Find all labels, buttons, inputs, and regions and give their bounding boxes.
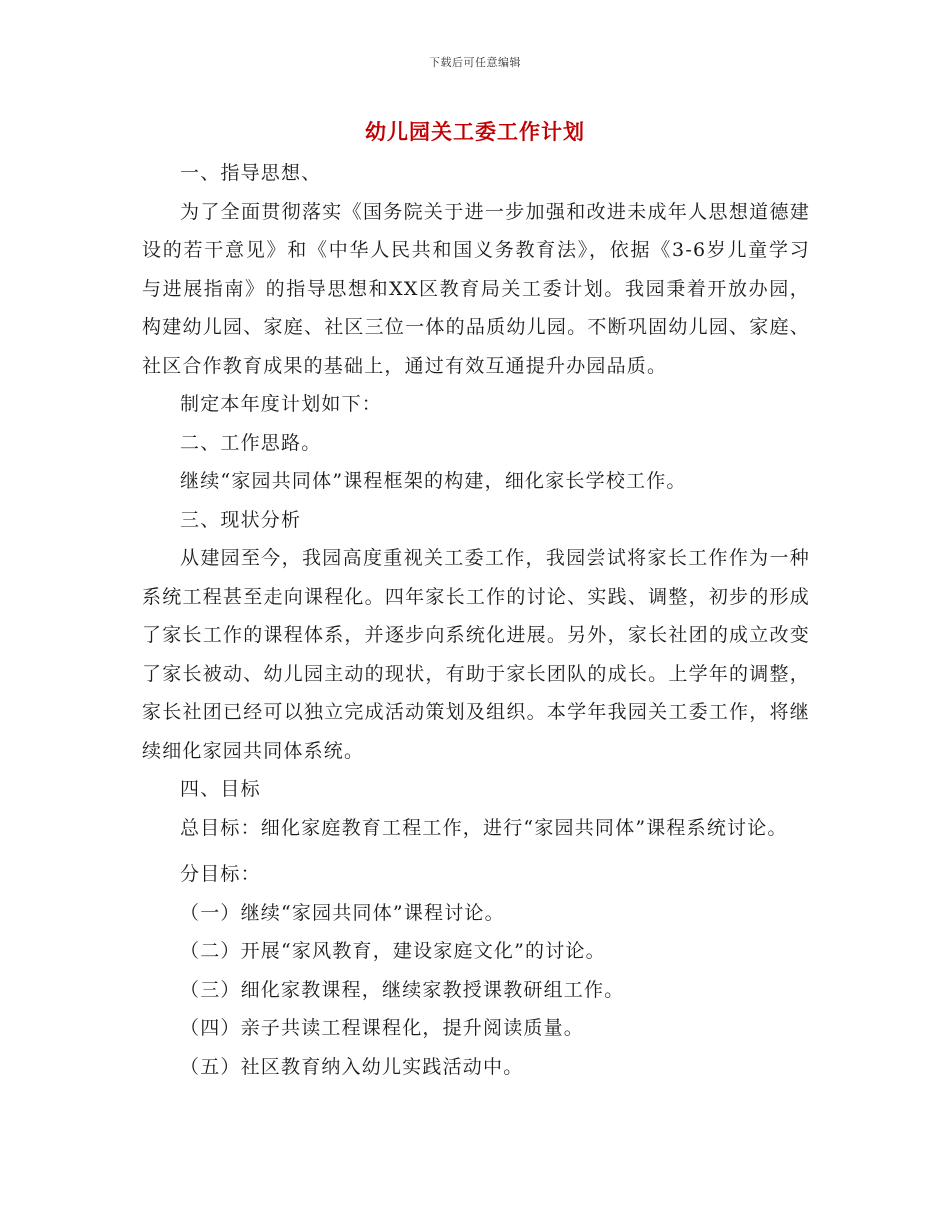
list-item-sub-goal-4: （四）亲子共读工程课程化，提升阅读质量。 [180, 1017, 585, 1039]
paragraph-guiding-ideology: 为了全面贯彻落实《国务院关于进一步加强和改进未成年人思想道德建设的若干意见》和《中华人民共和国义务教育法》，依据《3-6岁儿童学习与进展指南》的指导思想和XX区教育局关工委计划。我园秉着开放办园，构建幼儿园、家庭、社区三位一体的品质幼儿园。不断巩固幼儿园、家庭、社区合作教育成果的基础上，通过有效互通提升办园品质。 [142, 200, 810, 377]
section-heading-current-analysis: 三、现状分析 [180, 508, 302, 531]
list-item-sub-goal-5: （五）社区教育纳入幼儿实践活动中。 [180, 1055, 524, 1078]
section-heading-guiding-ideology: 一、指导思想、 [180, 162, 322, 184]
paragraph-current-analysis: 从建园至今，我园高度重视关工委工作，我园尝试将家长工作作为一种系统工程甚至走向课程化。四年家长工作的讨论、实践、调整，初步的形成了家长工作的课程体系，并逐步向系统化进展。另外，家长社团的成立改变了家长被动、幼儿园主动的现状，有助于家长团队的成长。上学年的调整，家长社团已经可以独立完成活动策划及组织。本学年我园关工委工作，将继续细化家园共同体系统。 [142, 547, 810, 762]
section-heading-work-approach: 二、工作思路。 [180, 431, 322, 454]
document-body [142, 154, 810, 1086]
paragraph-plan-intro: 制定本年度计划如下： [180, 393, 383, 415]
paragraph-sub-goals-label: 分目标： [180, 863, 261, 885]
paragraph-overall-goal: 总目标：细化家庭教育工程工作，进行“家园共同体”课程系统讨论。 [180, 816, 788, 839]
document-title: 幼儿园关工委工作计划 [365, 119, 585, 144]
list-item-sub-goal-1: （一）继续“家园共同体”课程讨论。 [180, 901, 505, 924]
paragraph-work-approach: 继续“家园共同体”课程框架的构建，细化家长学校工作。 [180, 470, 687, 492]
list-item-sub-goal-2: （二）开展“家风教育，建设家庭文化”的讨论。 [180, 940, 606, 962]
list-item-sub-goal-3: （三）细化家教课程，继续家教授课教研组工作。 [180, 978, 625, 1001]
header-note: 下载后可任意编辑 [429, 56, 521, 69]
section-heading-goals: 四、目标 [180, 778, 261, 800]
